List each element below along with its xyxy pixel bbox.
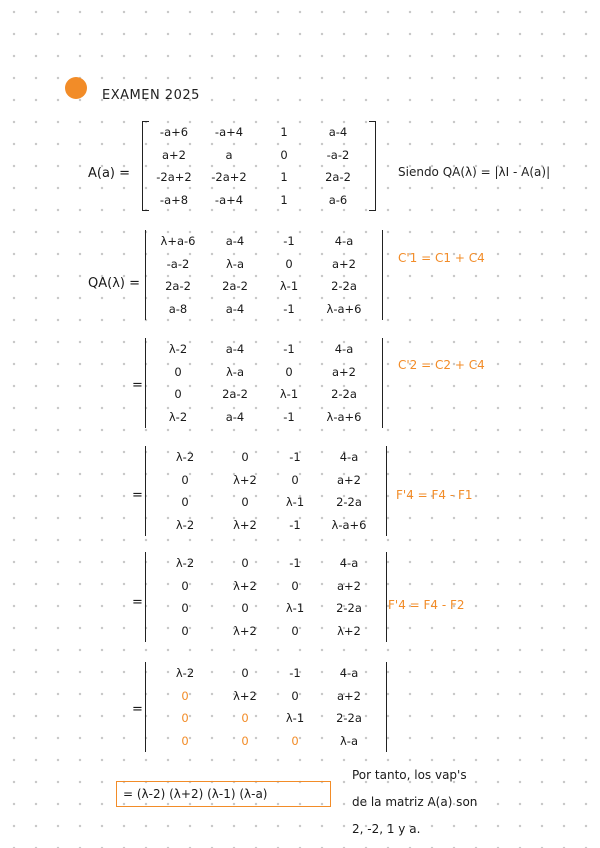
det-cell: 2-2a [331, 279, 357, 294]
matrix-cell: -a+4 [214, 125, 244, 140]
det-cell: λ-2 [175, 450, 195, 465]
matrix-cell: -2a+2 [156, 170, 192, 185]
det-cell: 4-a [339, 666, 359, 681]
det-cell: λ+2 [233, 688, 257, 703]
det-cell: 0 [181, 495, 189, 510]
det-cell: 0 [241, 556, 249, 571]
det-cell: 0 [291, 472, 299, 487]
operation-note: C'2 = C2 + C4 [398, 358, 485, 372]
det-cell: 2a-2 [222, 387, 248, 402]
det-cell: 4-a [334, 342, 354, 357]
det-cell: 2-2a [336, 601, 362, 616]
det-cell: 2a-2 [222, 279, 248, 294]
det-cell: -a-2 [166, 256, 190, 271]
determinant-step-5 [152, 662, 380, 752]
det-cell: 2-2a [336, 711, 362, 726]
equals-sign: = [132, 378, 143, 393]
conclusion-line: 2, -2, 1 y a. [352, 822, 421, 836]
det-cell: 0 [181, 601, 189, 616]
matrix-cell: -2a+2 [211, 170, 247, 185]
det-cell: λ-2 [168, 409, 188, 424]
det-cell: λ-a [225, 364, 244, 379]
det-cell: -1 [289, 517, 301, 532]
det-cell: λ-a [225, 256, 244, 271]
det-cell: 0 [285, 364, 293, 379]
det-cell: λ-1 [279, 279, 299, 294]
det-cell: a+2 [332, 364, 356, 379]
matrix-cell: 1 [280, 170, 288, 185]
matrix-bracket-right [369, 121, 376, 211]
det-cell: a-4 [225, 409, 245, 424]
det-cell: -1 [283, 342, 295, 357]
matrix-cell: a [225, 147, 233, 162]
det-cell: 0 [241, 495, 249, 510]
determinant-label: QA(λ) = [88, 276, 140, 291]
definition-note: Siendo QA(λ) = |λI - A(a)| [398, 165, 551, 179]
det-cell: λ-2 [175, 517, 195, 532]
det-cell: 0 [285, 256, 293, 271]
det-cell: 0 [174, 364, 182, 379]
matrix-cell: a-4 [328, 125, 348, 140]
determinant-step-2 [152, 338, 376, 428]
det-cell: 0 [181, 578, 189, 593]
det-cell: a+2 [337, 578, 361, 593]
det-cell: -1 [283, 301, 295, 316]
det-cell-zero: 0 [291, 733, 299, 748]
det-cell: λ+2 [233, 623, 257, 638]
det-cell: 2-2a [331, 387, 357, 402]
matrix-cell: -a+4 [214, 192, 244, 207]
det-cell: a+2 [337, 688, 361, 703]
det-cell: λ+2 [233, 517, 257, 532]
det-cell: λ+a-6 [160, 234, 196, 249]
det-cell: λ-a+6 [326, 301, 362, 316]
det-cell: a+2 [332, 256, 356, 271]
det-cell: -1 [289, 666, 301, 681]
det-cell-zero: 0 [241, 711, 249, 726]
det-cell: -1 [289, 450, 301, 465]
det-cell: a-8 [168, 301, 188, 316]
det-cell: a-4 [225, 301, 245, 316]
determinant-bar-left [145, 552, 146, 642]
det-cell: λ-a+6 [326, 409, 362, 424]
det-cell: 0 [181, 472, 189, 487]
matrix-cell: -a+8 [159, 192, 189, 207]
conclusion-line: de la matriz A(a) son [352, 795, 478, 809]
determinant-bar-left [145, 338, 146, 428]
det-cell: 0 [241, 666, 249, 681]
det-cell: 2a-2 [165, 279, 191, 294]
determinant-step-4 [152, 552, 380, 642]
det-cell: λ-1 [285, 711, 305, 726]
determinant-bar-right [382, 230, 383, 320]
determinant-bar-left [145, 230, 146, 320]
operation-note: C'1 = C1 + C4 [398, 251, 485, 265]
det-cell: λ-2 [175, 556, 195, 571]
det-cell: λ-1 [285, 601, 305, 616]
det-cell: λ-1 [285, 495, 305, 510]
determinant-bar-right [386, 446, 387, 536]
det-cell: 0 [241, 450, 249, 465]
result-box: = (λ-2) (λ+2) (λ-1) (λ-a) [116, 781, 331, 807]
det-cell: λ+2 [233, 578, 257, 593]
det-cell: -1 [283, 234, 295, 249]
det-cell: λ-2 [168, 342, 188, 357]
operation-note: F'4 = F4 - F2 [388, 598, 465, 612]
equals-sign: = [132, 595, 143, 610]
equals-sign: = [132, 702, 143, 717]
matrix-cell: a-6 [328, 192, 348, 207]
matrix-cell: 2a-2 [325, 170, 351, 185]
det-cell: λ+2 [337, 623, 361, 638]
matrix-a [150, 121, 368, 211]
det-cell: -1 [283, 409, 295, 424]
det-cell: 0 [174, 387, 182, 402]
det-cell: λ-a+6 [331, 517, 367, 532]
matrix-cell: -a-2 [326, 147, 350, 162]
det-cell: λ-2 [175, 666, 195, 681]
operation-note: F'4 = F4 - F1 [396, 488, 473, 502]
det-cell: 0 [181, 623, 189, 638]
determinant-step-1 [152, 230, 376, 320]
det-cell: a-4 [225, 234, 245, 249]
matrix-cell: -a+6 [159, 125, 189, 140]
matrix-cell: 0 [280, 147, 288, 162]
det-cell-zero: 0 [241, 733, 249, 748]
det-cell: 0 [291, 578, 299, 593]
det-cell: 2-2a [336, 495, 362, 510]
determinant-bar-right [386, 662, 387, 752]
conclusion-line: Por tanto, los vap's [352, 768, 467, 782]
det-cell: 0 [291, 688, 299, 703]
matrix-label-a: A(a) = [88, 166, 131, 181]
det-cell-zero: 0 [181, 733, 189, 748]
matrix-cell: 1 [280, 192, 288, 207]
det-cell: 0 [241, 601, 249, 616]
det-cell: λ-1 [279, 387, 299, 402]
determinant-step-3 [152, 446, 380, 536]
det-cell: 4-a [339, 450, 359, 465]
det-cell: -1 [289, 556, 301, 571]
page-title: EXAMEN 2025 [102, 88, 200, 103]
det-cell: λ+2 [233, 472, 257, 487]
det-cell-zero: 0 [181, 688, 189, 703]
determinant-bar-right [382, 338, 383, 428]
determinant-bar-left [145, 446, 146, 536]
det-cell: 0 [291, 623, 299, 638]
det-cell: 4-a [334, 234, 354, 249]
matrix-cell: 1 [280, 125, 288, 140]
det-cell: 4-a [339, 556, 359, 571]
determinant-bar-right [386, 552, 387, 642]
det-cell: λ-a [339, 733, 358, 748]
det-cell-zero: 0 [181, 711, 189, 726]
det-cell: a-4 [225, 342, 245, 357]
matrix-cell: a+2 [162, 147, 186, 162]
matrix-bracket-left [142, 121, 149, 211]
det-cell: a+2 [337, 472, 361, 487]
equals-sign: = [132, 488, 143, 503]
orange-dot-icon [65, 77, 87, 99]
determinant-bar-left [145, 662, 146, 752]
